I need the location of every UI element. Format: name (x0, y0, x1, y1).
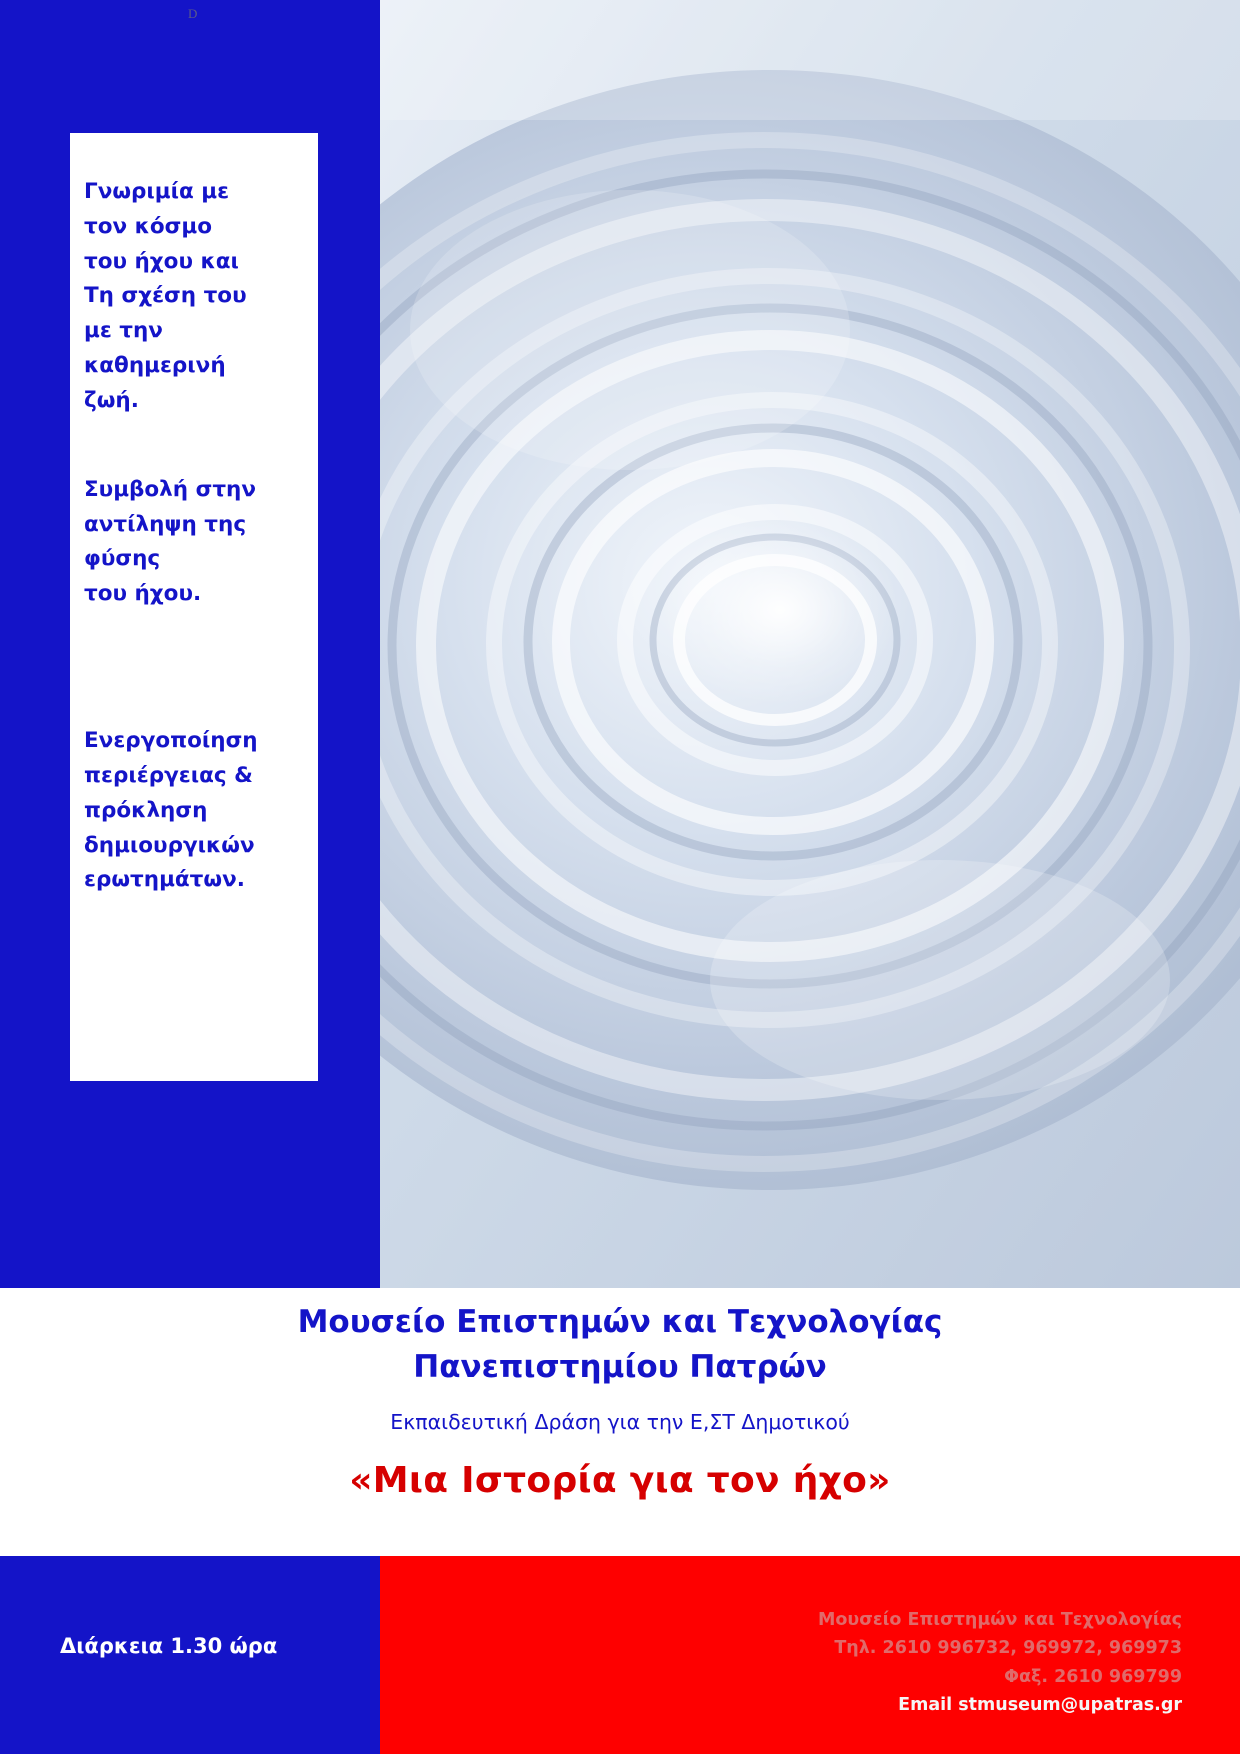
museum-name-line-2: Πανεπιστημίου Πατρών (413, 1348, 827, 1385)
aims-text-panel (70, 133, 318, 1081)
contact-museum: Μουσείο Επιστημών και Τεχνολογίας (817, 1610, 1182, 1630)
aim-block-2 (84, 473, 304, 612)
caption-block (0, 1288, 1240, 1556)
museum-name-line-1: Μουσείο Επιστημών και Τεχνολογίας (297, 1304, 943, 1340)
program-subtitle: Εκπαιδευτική Δράση για την Ε,ΣΤ Δημοτικού (390, 1409, 850, 1434)
aim-line: Τη σχέση του (84, 283, 247, 309)
aim-line: φύσης (84, 546, 161, 572)
aim-line: πρόκληση (84, 797, 208, 823)
contact-email: Email stmuseum@upatras.gr (898, 1695, 1182, 1716)
duration-text: Διάρκεια 1.30 ώρα (60, 1634, 278, 1658)
aim-line: Ενεργοποίηση (84, 728, 258, 754)
aim-line: ζωή. (84, 387, 139, 413)
aim-line: τον κόσμο (84, 213, 213, 239)
panel-spacer (84, 612, 304, 724)
aim-line: καθημερινή (84, 353, 226, 379)
aim-line: με την (84, 318, 163, 344)
aim-block-1 (84, 175, 304, 419)
aim-line: του ήχου. (84, 581, 202, 607)
aim-line: ερωτημάτων. (84, 867, 245, 893)
footer (0, 1556, 1240, 1754)
aim-line: περιέργειας & (84, 762, 253, 788)
page-title: «Μια Ιστορία για τον ήχο» (349, 1459, 891, 1501)
aim-line: αντίληψη της (84, 511, 247, 537)
aim-line: Γνωριμία με (84, 179, 230, 204)
aim-line: Συμβολή στην (84, 476, 256, 502)
aim-line: του ήχου και (84, 248, 239, 274)
aim-line: δημιουργικών (84, 832, 255, 858)
contact-info (818, 1606, 1182, 1719)
contact-phone: Τηλ. 2610 996732, 969972, 969973 (834, 1638, 1182, 1659)
contact-fax: Φαξ. 2610 969799 (1004, 1666, 1182, 1687)
panel-spacer (84, 419, 304, 473)
stray-character: D (188, 6, 198, 21)
water-ripple-image (380, 0, 1240, 1288)
aim-block-3 (84, 724, 304, 898)
